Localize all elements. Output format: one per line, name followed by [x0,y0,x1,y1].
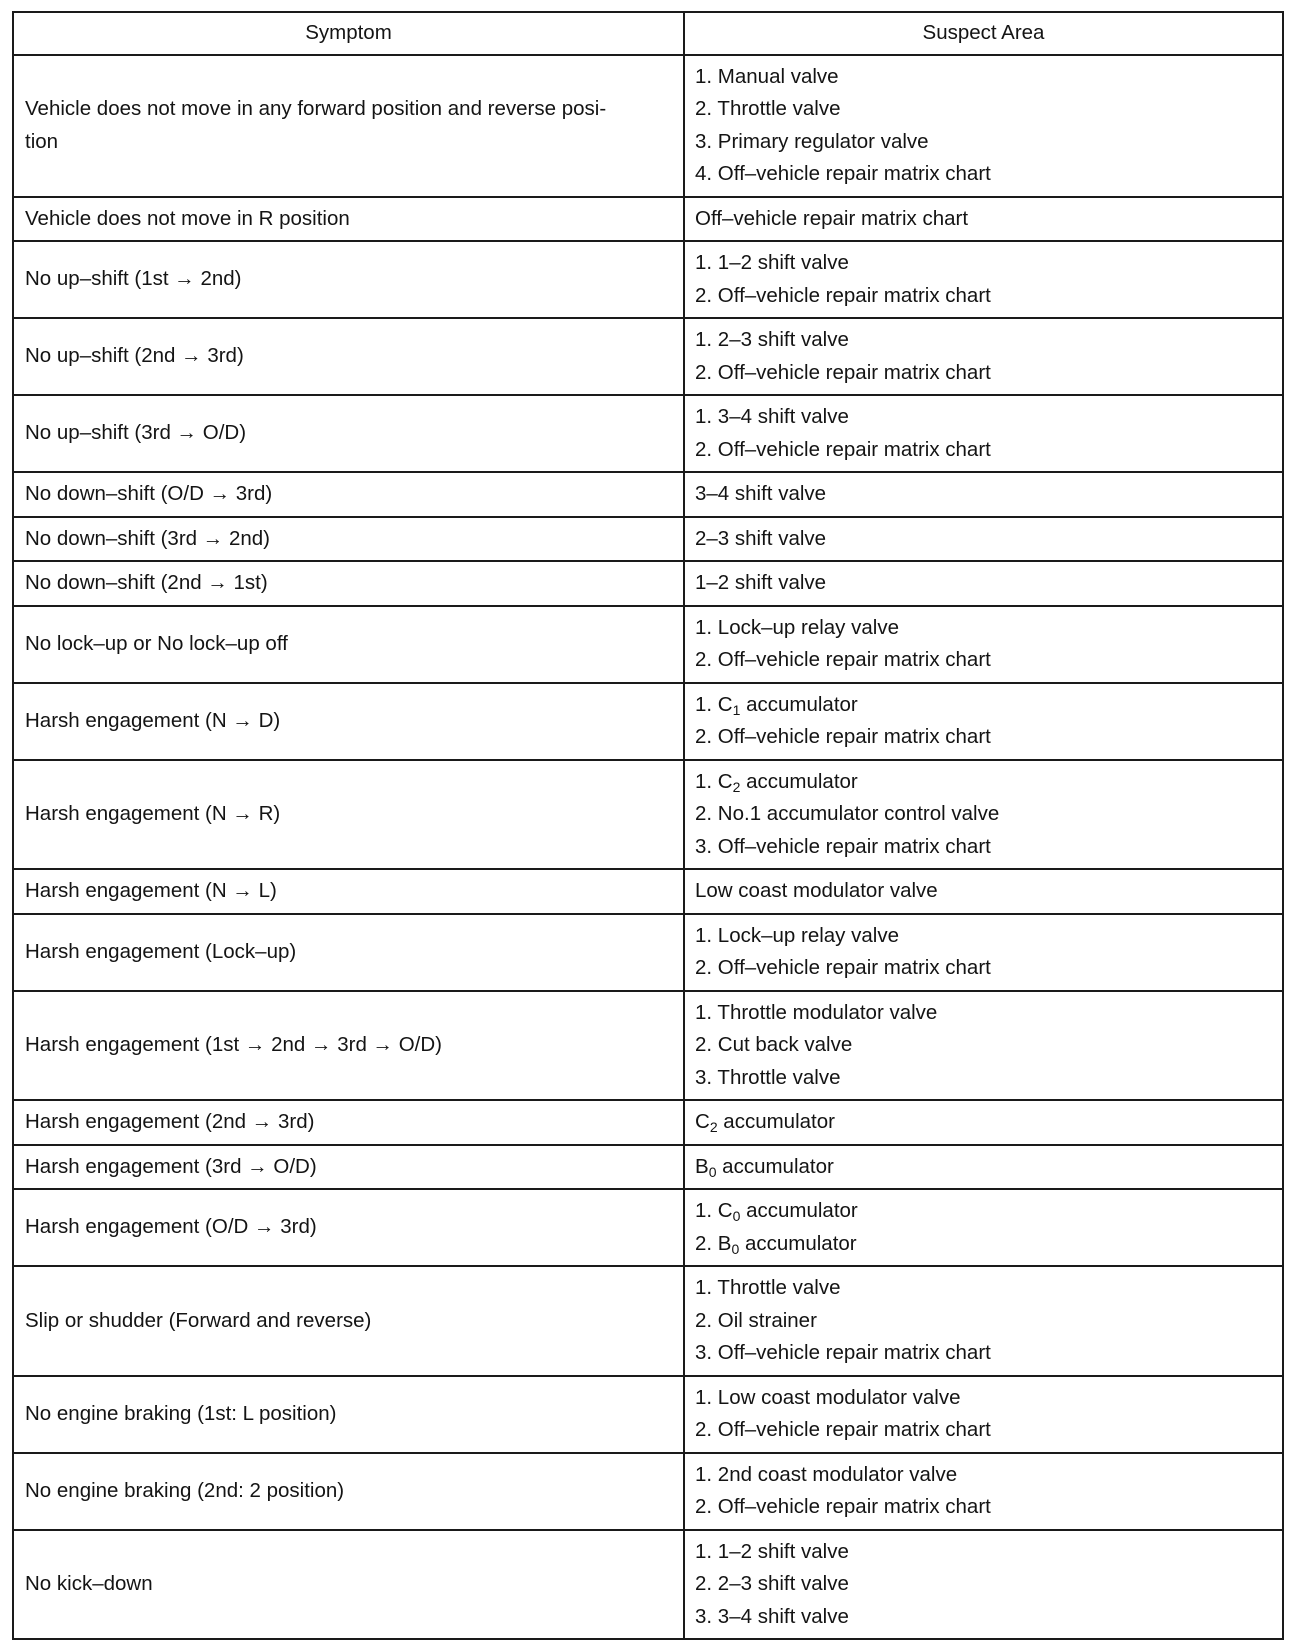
table-row [13,1376,1283,1453]
suspect-area-cell [684,914,1283,991]
symptom-text: tion [25,129,59,153]
suspect-item: 3. 3–4 shift valve [695,1604,849,1628]
symptom-text: No engine braking (1st: L position) [25,1401,337,1425]
suspect-item-text: accumulator [716,1154,834,1178]
suspect-item: 2. Off–vehicle repair matrix chart [695,956,991,979]
suspect-area-cell [684,606,1283,683]
suspect-item-text: accumulator [739,1231,857,1255]
symptom-cell [13,318,684,395]
suspect-item: 1. 2nd coast modulator valve [695,1462,958,1486]
table-row [13,517,1283,562]
suspect-area-cell [684,991,1283,1101]
suspect-area-cell [684,760,1283,870]
symptom-text: Vehicle does not move in R position [25,206,350,230]
suspect-area-cell [684,1145,1283,1190]
symptom-cell [13,241,684,318]
symptom-text: Slip or shudder (Forward and reverse) [25,1308,372,1332]
suspect-item: 2. Off–vehicle repair matrix chart [695,360,991,384]
table-row [13,1266,1283,1376]
suspect-item: Low coast modulator valve [695,879,938,902]
suspect-area-cell [684,869,1283,914]
symptom-cell [13,1189,684,1266]
suspect-item: 2. No.1 accumulator control valve [695,802,1000,825]
suspect-area-cell [684,472,1283,517]
suspect-area-cell [684,395,1283,472]
suspect-item: 1. Throttle modulator valve [695,1000,938,1024]
suspect-item: 2–3 shift valve [695,526,827,550]
subscript-index: 0 [732,1208,741,1224]
symptom-text: Harsh engagement (O/D → 3rd) [25,1215,317,1239]
table-row [13,1189,1283,1266]
symptom-cell [13,1453,684,1530]
table-body [13,55,1283,1640]
table-row [13,914,1283,991]
suspect-item: 3. Off–vehicle repair matrix chart [695,834,991,858]
suspect-item: 1. 2–3 shift valve [695,328,849,351]
suspect-area-header: Suspect Area [684,12,1283,55]
table-row [13,241,1283,318]
troubleshooting-table [12,11,1284,1640]
symptom-text: No kick–down [25,1572,153,1595]
suspect-item: 2. Off–vehicle repair matrix chart [695,725,991,748]
suspect-area-cell [684,241,1283,318]
symptom-cell [13,683,684,760]
suspect-item: 1. 1–2 shift valve [695,1539,849,1563]
suspect-item-text: 1. C [695,692,733,716]
table-row [13,991,1283,1101]
suspect-item: 2. Cut back valve [695,1033,853,1056]
suspect-item: 2. 2–3 shift valve [695,1572,849,1595]
symptom-text: No engine braking (2nd: 2 position) [25,1478,345,1502]
suspect-item [695,689,1272,722]
symptom-header: Symptom [13,12,684,55]
symptom-cell [13,1376,684,1453]
table-row [13,1145,1283,1190]
symptom-text: Harsh engagement (N → R) [25,802,281,825]
symptom-cell [13,760,684,870]
suspect-item: 1. 1–2 shift valve [695,251,849,274]
subscript-index: 0 [731,1240,740,1257]
symptom-cell [13,914,684,991]
suspect-item: 3. Throttle valve [695,1065,841,1089]
table-row [13,197,1283,242]
suspect-item [695,1106,1272,1139]
symptom-cell [13,517,684,562]
suspect-item: 2. Off–vehicle repair matrix chart [695,1495,991,1518]
symptom-text: Harsh engagement (2nd → 3rd) [25,1110,315,1133]
symptom-text: No down–shift (O/D → 3rd) [25,482,273,505]
symptom-text: Harsh engagement (1st → 2nd → 3rd → O/D) [25,1033,443,1056]
table-row [13,1453,1283,1530]
suspect-area-cell [684,1189,1283,1266]
table-row [13,1530,1283,1640]
symptom-text: Harsh engagement (3rd → O/D) [25,1154,317,1178]
suspect-item: 1. Throttle valve [695,1276,841,1299]
symptom-text: Vehicle does not move in any forward position and reverse posi- [25,97,607,120]
table-row [13,55,1283,197]
suspect-item-text: accumulator [740,769,858,793]
symptom-text: No lock–up or No lock–up off [25,631,288,655]
suspect-area-cell [684,1266,1283,1376]
suspect-item: 2. Oil strainer [695,1308,817,1332]
symptom-text: Harsh engagement (N → L) [25,879,277,902]
subscript-index: 2 [732,778,741,795]
symptom-text: No down–shift (2nd → 1st) [25,571,268,594]
table-row [13,318,1283,395]
suspect-item-text: 2. B [695,1231,732,1255]
symptom-text: Harsh engagement (N → D) [25,708,281,732]
subscript-index: 2 [709,1119,718,1135]
symptom-cell [13,1530,684,1640]
suspect-item-text: 1. C [695,769,733,793]
table-row [13,606,1283,683]
table-row [13,561,1283,606]
suspect-item: 1. Lock–up relay valve [695,615,899,639]
table-row [13,1100,1283,1145]
symptom-text: Harsh engagement (Lock–up) [25,939,297,963]
suspect-item: 2. Off–vehicle repair matrix chart [695,1418,991,1441]
suspect-item: 1. Manual valve [695,64,839,88]
symptom-cell [13,1145,684,1190]
header-row [13,12,1283,55]
table-row [13,472,1283,517]
suspect-item [695,766,1272,799]
suspect-item: 2. Throttle valve [695,97,841,120]
suspect-area-cell [684,55,1283,197]
suspect-item: 1. 3–4 shift valve [695,405,849,428]
suspect-item-text: B [695,1154,709,1178]
suspect-item: 1. Lock–up relay valve [695,923,899,947]
suspect-item-text: C [695,1110,710,1133]
suspect-area-cell [684,517,1283,562]
table-row [13,395,1283,472]
suspect-item: 3–4 shift valve [695,482,827,505]
suspect-item-text: accumulator [717,1110,835,1133]
symptom-cell [13,55,684,197]
suspect-item: 3. Primary regulator valve [695,129,929,153]
symptom-cell [13,869,684,914]
symptom-cell [13,472,684,517]
suspect-item: Off–vehicle repair matrix chart [695,206,969,230]
suspect-item: 1. Low coast modulator valve [695,1385,961,1409]
symptom-cell [13,1100,684,1145]
suspect-area-cell [684,683,1283,760]
symptom-cell [13,606,684,683]
suspect-item: 2. Off–vehicle repair matrix chart [695,437,991,461]
suspect-item: 2. Off–vehicle repair matrix chart [695,283,991,307]
suspect-area-cell [684,197,1283,242]
subscript-index: 1 [732,701,741,718]
symptom-text: No up–shift (3rd → O/D) [25,421,247,445]
suspect-item-text: 1. C [695,1199,733,1222]
symptom-text: No up–shift (2nd → 3rd) [25,344,244,368]
suspect-area-cell [684,1530,1283,1640]
suspect-item-text: accumulator [740,1199,858,1222]
suspect-item: 4. Off–vehicle repair matrix chart [695,162,991,185]
suspect-item [695,1151,1272,1184]
table-row [13,683,1283,760]
suspect-area-cell [684,318,1283,395]
table-row [13,760,1283,870]
symptom-cell [13,395,684,472]
subscript-index: 0 [708,1163,717,1180]
suspect-item [695,1195,1272,1228]
suspect-item: 1–2 shift valve [695,571,827,594]
symptom-cell [13,561,684,606]
suspect-item [695,1228,1272,1261]
suspect-item-text: accumulator [740,692,858,716]
table-row [13,869,1283,914]
suspect-area-cell [684,1376,1283,1453]
symptom-cell [13,991,684,1101]
symptom-cell [13,197,684,242]
suspect-item: 3. Off–vehicle repair matrix chart [695,1341,991,1364]
suspect-item: 2. Off–vehicle repair matrix chart [695,648,991,671]
suspect-area-cell [684,561,1283,606]
symptom-text: No down–shift (3rd → 2nd) [25,526,270,550]
symptom-cell [13,1266,684,1376]
symptom-text: No up–shift (1st → 2nd) [25,267,242,291]
suspect-area-cell [684,1453,1283,1530]
suspect-area-cell [684,1100,1283,1145]
